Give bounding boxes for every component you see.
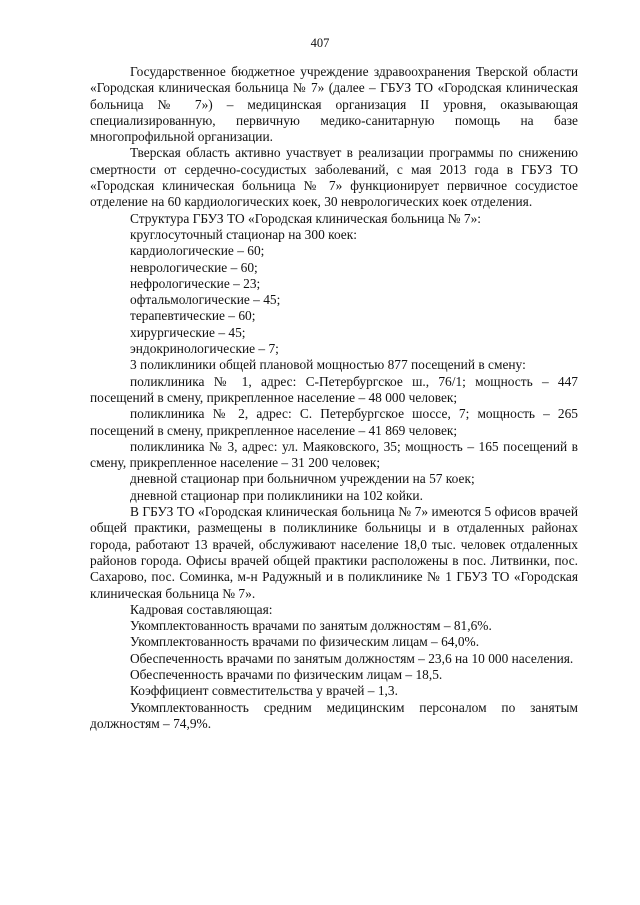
list-item-polyclinic-3: поликлиника № 3, адрес: ул. Маяковского, 35; мощность – 165 посещений в смену, прикрепленное население – 31 200 человек; — [90, 438, 578, 471]
list-item-polyclinic-1: поликлиника № 1, адрес: С-Петербургское ш., 76/1; мощность – 447 посещений в смену, прикрепленное население – 48 000 человек; — [90, 373, 578, 405]
structure-heading: Структура ГБУЗ ТО «Городская клиническая больница № 7»: — [130, 210, 482, 226]
paragraph-intro: Государственное бюджетное учреждение здравоохранения Тверской области «Городская клиническая больница № 7» (далее – ГБУЗ ТО «Городская клиническая больница № 7») – медицинская организация II уровня, оказывающая специализированную, первичную медико-санитарную помощь на базе многопрофильной организации. — [90, 64, 578, 145]
list-item-surgery: хирургические – 45; — [130, 324, 246, 340]
nursing-staffing: Укомплектованность средним медицинским персоналом по занятым должностям – 74,9%. — [90, 699, 578, 731]
staffing-positions: Укомплектованность врачами по занятым должностям – 81,6%. — [130, 618, 492, 634]
staffing-individuals: Укомплектованность врачами по физическим лицам – 64,0%. — [130, 634, 480, 650]
paragraph-cardio-program: Тверская область активно участвует в реализации программы по снижению смертности от сердечно-сосудистых заболеваний, с мая 2013 года в ГБУЗ ТО «Городская клиническая больница № 7» функционирует первичное сосудистое отделение на 60 кардиологических коек, 30 неврологических коек отделения. — [90, 145, 578, 210]
list-item-nephrology: нефрологические – 23; — [130, 275, 261, 291]
list-item-ophthalmology: офтальмологические – 45; — [130, 292, 281, 308]
document-body — [90, 64, 578, 732]
provision-positions: Обеспеченность врачами по занятым должностям – 23,6 на 10 000 населения. — [130, 650, 574, 666]
provision-individuals: Обеспеченность врачами по физическим лицам – 18,5. — [130, 666, 443, 682]
list-item-neurology: неврологические – 60; — [130, 259, 258, 275]
list-item-round-clock-hospital: круглосуточный стационар на 300 коек: — [130, 226, 357, 242]
list-item-day-hospital-polyclinic: дневной стационар при поликлиники на 102 койки. — [130, 487, 423, 503]
list-item-therapy: терапевтические – 60; — [130, 308, 256, 324]
staffing-heading: Кадровая составляющая: — [130, 601, 273, 617]
list-item-polyclinics: 3 поликлиники общей плановой мощностью 877 посещений в смену: — [130, 357, 526, 373]
page-number: 407 — [310, 36, 330, 50]
part-time-coefficient: Коэффициент совместительства у врачей – 1,3. — [130, 683, 398, 699]
list-item-cardiology: кардиологические – 60; — [130, 243, 265, 259]
paragraph-gp-offices: В ГБУЗ ТО «Городская клиническая больница № 7» имеются 5 офисов врачей общей практики, размещены в поликлинике больницы и в отдаленных районах города, работают 13 врачей, обслуживают население 18,0 тыс. человек отдаленных районов города. Офисы врачей общей практики расположены в пос. Литвинки, пос. Сахарово, пос. Соминка, м-н Радужный и в поликлинике № 1 ГБУЗ ТО «Городская клиническая больница № 7». — [90, 504, 578, 601]
list-item-polyclinic-2: поликлиника № 2, адрес: С. Петербургское шоссе, 7; мощность – 265 посещений в смену, прикрепленное население – 41 869 человек; — [90, 406, 578, 438]
list-item-day-hospital-main: дневной стационар при больничном учреждении на 57 коек; — [130, 471, 475, 487]
list-item-endocrinology: эндокринологические – 7; — [130, 341, 279, 357]
